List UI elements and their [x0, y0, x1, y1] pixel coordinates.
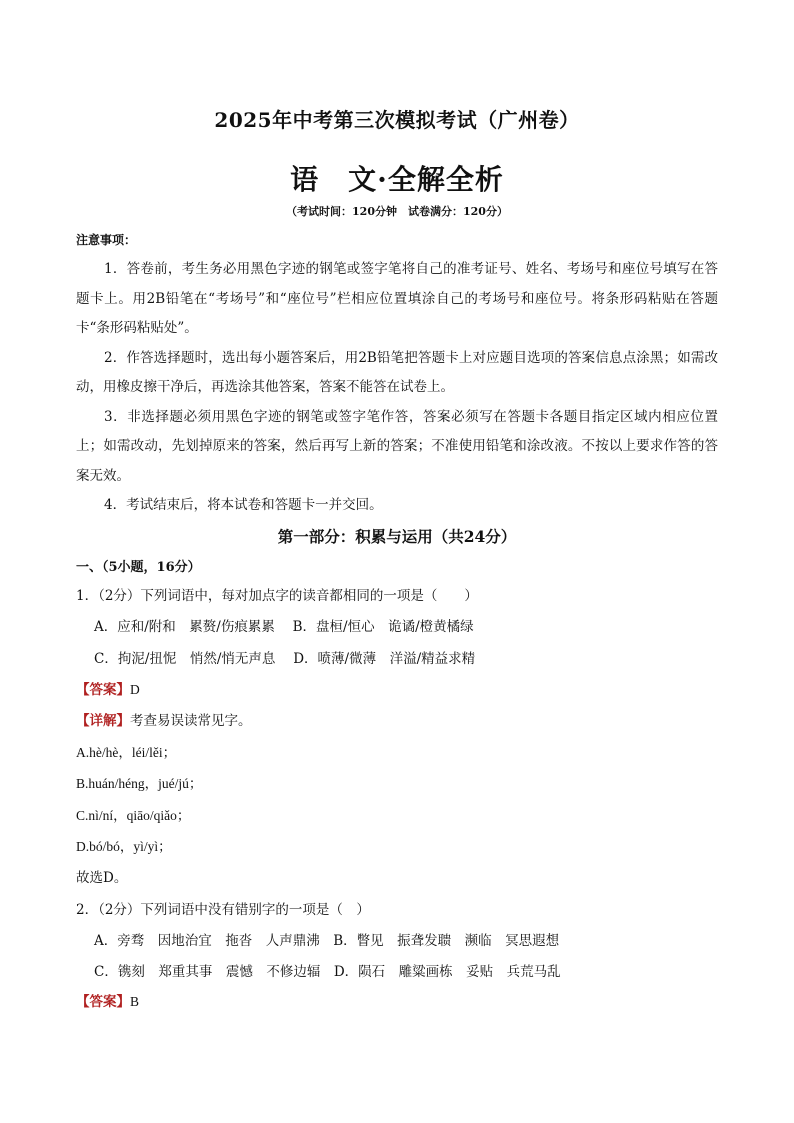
pinyin-line-a: A.hè/hè，léi/lěi；: [76, 745, 177, 760]
question-1-options-row-1: A．应和/附和 累赘/伤痕累累 B．盘桓/恒心 诡谲/橙黄橘绿: [94, 619, 474, 635]
notice-item: 1．答卷前，考生务必用黑色字迹的钢笔或签字笔将自己的准考证号、姓名、考场号和座位号填写在答题卡上。用2B铅笔在“考场号”和“座位号”栏相应位置填涂自己的考场号和座位号。将条形码粘贴在答题卡“条形码粘贴处”。: [76, 261, 718, 336]
answer-tag: 【答案】: [76, 682, 130, 698]
document-subtitle: 语 文·全解全析: [290, 163, 504, 196]
notice-label: 注意事项：: [76, 233, 137, 247]
question-group-label: 一、（5小题，16分）: [76, 560, 201, 575]
question-1-conclusion: 故选D。: [76, 870, 128, 886]
question-2-options-row-2: C．镌刻 郑重其事 震憾 不修边辐 D．陨石 雕粱画栋 妥贴 兵荒马乱: [94, 964, 561, 980]
answer-value: B: [130, 994, 140, 1009]
detail-text: 考查易误读常见字。: [130, 713, 252, 729]
notice-item: 3．非选择题必须用黑色字迹的钢笔或签字笔作答，答案必须写在答题卡各题目指定区域内相应位置上；如需改动，先划掉原来的答案，然后再写上新的答案；不准使用铅笔和涂改液。不按以上要求作答的答案无效。: [76, 408, 718, 484]
pinyin-line-b: B.huán/héng，jué/jú；: [76, 776, 203, 791]
notice-item: 2．作答选择题时，选出每小题答案后，用2B铅笔把答题卡上对应题目选项的答案信息点涂黑；如需改动，用橡皮擦干净后，再选涂其他答案，答案不能答在试卷上。: [76, 349, 718, 395]
question-2-options-row-1: A．旁骛 因地治宜 拖沓 人声鼎沸 B．瞥见 振聋发聩 濒临 冥思遐想: [94, 933, 560, 949]
question-2-answer: [76, 990, 139, 1010]
question-1-detail: [76, 709, 252, 729]
detail-tag: 【详解】: [76, 713, 130, 729]
notice-list: [76, 255, 718, 521]
answer-value: D: [130, 682, 140, 697]
pinyin-line-d: D.bó/bó，yì/yì；: [76, 839, 172, 854]
question-1-options-row-2: C．拘泥/扭怩 悄然/悄无声息 D．喷薄/微薄 洋溢/精益求精: [94, 651, 476, 667]
pinyin-line-c: C.nì/ní，qiāo/qiǎo；: [76, 808, 191, 823]
question-2-stem: 2．（2分）下列词语中没有错别字的一项是（ ）: [76, 902, 370, 918]
section-heading: 第一部分：积累与运用（共24分）: [277, 527, 517, 546]
question-1-stem: 1．（2分）下列词语中，每对加点字的读音都相同的一项是（ ）: [76, 588, 478, 604]
document-title: 2025年中考第三次模拟考试（广州卷）: [214, 108, 580, 132]
answer-tag: 【答案】: [76, 994, 130, 1010]
notice-item: 4．考试结束后，将本试卷和答题卡一并交回。: [104, 497, 383, 513]
exam-info: （考试时间：120分钟 试卷满分：120分）: [286, 205, 508, 218]
question-1-answer: [76, 678, 140, 698]
